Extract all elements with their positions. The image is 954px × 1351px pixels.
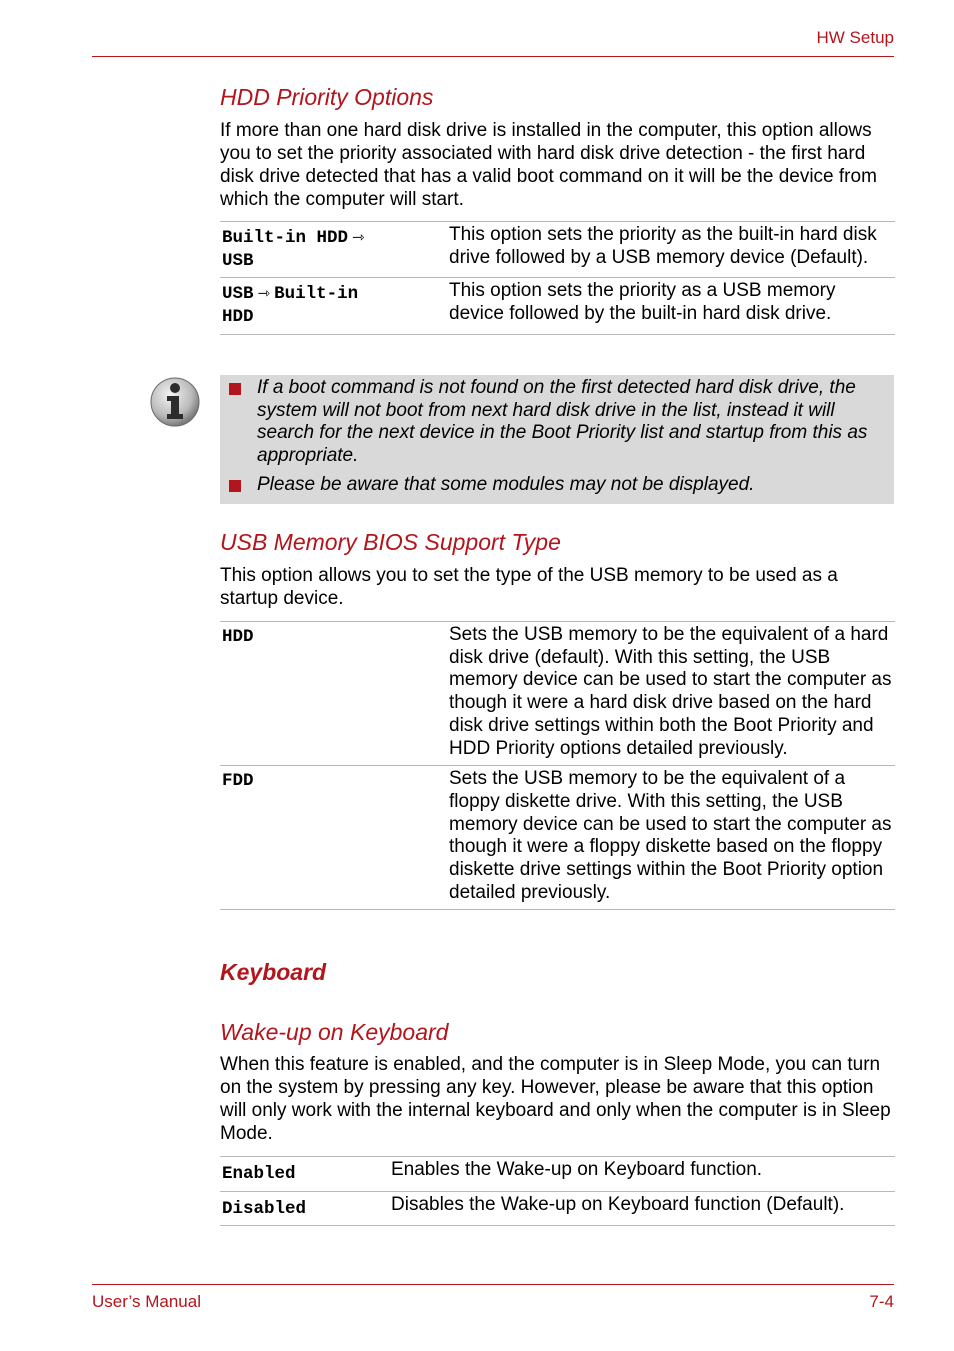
keyboard-heading: Keyboard (220, 959, 327, 985)
table-row (220, 1191, 895, 1226)
square-bullet-icon (229, 480, 241, 492)
wake-up-keyboard-table (220, 1156, 895, 1226)
table-row (220, 622, 895, 766)
option-description: Enables the Wake-up on Keyboard function. (391, 1159, 763, 1180)
option-description: This option sets the priority as the built-in hard disk drive followed by a USB memory device (Default). (449, 224, 877, 268)
usb-bios-table (220, 621, 895, 910)
header-section-label: HW Setup (816, 28, 894, 47)
footer-page-number: 7-4 (869, 1292, 894, 1311)
footer-rule (92, 1284, 894, 1285)
table-row (220, 278, 895, 334)
hdd-priority-heading: HDD Priority Options (220, 84, 434, 110)
header-rule (92, 56, 894, 57)
note-item (224, 474, 884, 497)
option-description: Disables the Wake-up on Keyboard function (Default). (391, 1193, 845, 1215)
option-term: HDD (222, 627, 254, 647)
option-term (220, 278, 449, 334)
term-primary: USB (222, 284, 254, 305)
arrow-icon: ⇾ (257, 284, 271, 303)
option-term (220, 222, 449, 278)
option-term: Enabled (222, 1164, 296, 1184)
footer-manual-label: User’s Manual (92, 1292, 201, 1311)
usb-bios-intro: This option allows you to set the type of the USB memory to be used as a startup device. (220, 565, 838, 609)
note-item (224, 377, 884, 468)
wake-up-keyboard-heading: Wake-up on Keyboard (220, 1019, 449, 1045)
note-box (220, 375, 894, 504)
table-row (220, 766, 895, 910)
option-term: Disabled (222, 1198, 307, 1219)
hdd-priority-table (220, 221, 895, 335)
option-term: FDD (222, 771, 254, 792)
arrow-icon: ⇾ (352, 228, 365, 246)
option-description: This option sets the priority as a USB memory device followed by the built-in hard disk drive. (449, 280, 836, 325)
term-secondary: USB (222, 250, 254, 271)
note-text: Please be aware that some modules may not be displayed. (257, 473, 755, 495)
square-bullet-icon (229, 383, 241, 395)
info-icon (150, 377, 200, 427)
term-primary: Built-in HDD (222, 228, 349, 248)
option-description: Sets the USB memory to be the equivalent of a hard disk drive (default). With this setting, the USB memory device can be used to start the computer as though it were a hard disk drive based on the hard disk drive settings within both the Boot Priority and HDD Priority options detailed previously. (449, 624, 892, 759)
term-secondary-start: Built-in (274, 284, 359, 305)
note-text: If a boot command is not found on the first detected hard disk drive, the system will not boot from next hard disk drive in the list, instead it will search for the next device in the Boot Priority list and startup from this as appropriate. (257, 377, 868, 467)
usb-bios-heading: USB Memory BIOS Support Type (220, 529, 561, 555)
hdd-priority-intro: If more than one hard disk drive is installed in the computer, this option allows you to set the priority associated with hard disk drive detection - the first hard disk drive detected that has a valid boot command on it will be the device from which the computer will start. (220, 120, 877, 210)
table-row (220, 1157, 895, 1192)
option-description: Sets the USB memory to be the equivalent of a floppy diskette drive. With this setting, the USB memory device can be used to start the computer as though it were a floppy diskette based on the floppy diskette drive settings within the Boot Priority option detailed previously. (449, 768, 892, 903)
wake-up-keyboard-intro: When this feature is enabled, and the computer is in Sleep Mode, you can turn on the system by pressing any key. However, please be aware that this option will only work with the internal keyboard and only when the computer is in Sleep Mode. (220, 1054, 891, 1144)
table-row (220, 222, 895, 278)
term-secondary-end: HDD (222, 307, 254, 328)
